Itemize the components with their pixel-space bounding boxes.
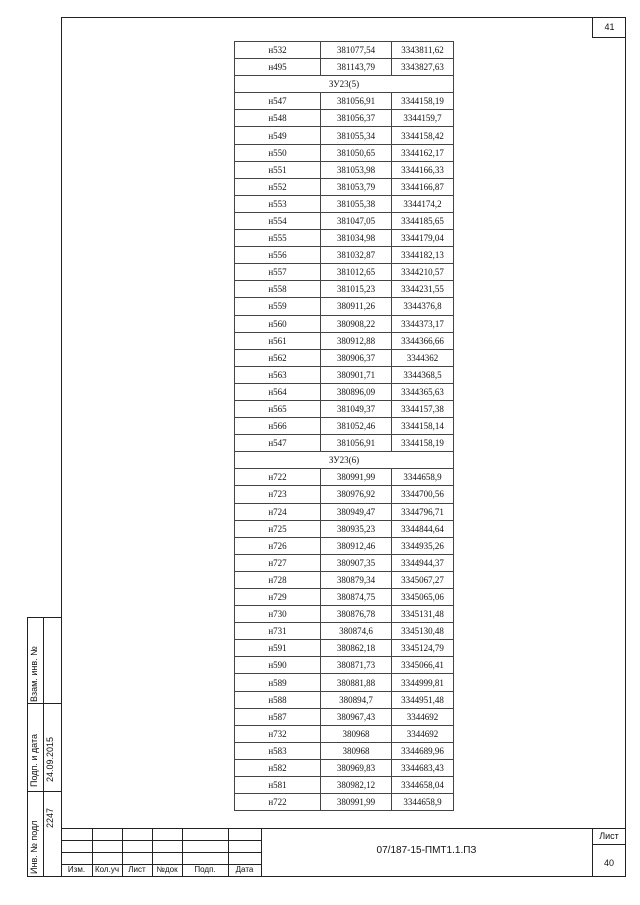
coord-x: 380982,12	[321, 777, 392, 794]
table-row	[235, 144, 454, 161]
side-strip	[27, 617, 61, 877]
coord-x: 381052,46	[321, 418, 392, 435]
coord-x: 380969,83	[321, 759, 392, 776]
coord-y: 3344935,26	[392, 537, 454, 554]
coord-y: 3344368,5	[392, 366, 454, 383]
point-id: н730	[235, 606, 321, 623]
coord-y: 3344683,43	[392, 759, 454, 776]
coord-x: 380874,6	[321, 623, 392, 640]
hdr-data: Дата	[235, 865, 254, 874]
coord-x: 380876,78	[321, 606, 392, 623]
coord-x: 380874,75	[321, 589, 392, 606]
point-id: н552	[235, 178, 321, 195]
coord-y: 3344166,33	[392, 161, 454, 178]
coord-y: 3345131,48	[392, 606, 454, 623]
coord-y: 3344210,57	[392, 264, 454, 281]
table-row	[235, 520, 454, 537]
table-row	[235, 435, 454, 452]
coord-y: 3344365,63	[392, 383, 454, 400]
table-section-header	[235, 76, 454, 93]
table-row	[235, 93, 454, 110]
table-row	[235, 383, 454, 400]
coord-x: 381077,54	[321, 42, 392, 59]
table-row	[235, 537, 454, 554]
table-row	[235, 571, 454, 588]
coord-x: 381050,65	[321, 144, 392, 161]
coord-y: 3344157,38	[392, 400, 454, 417]
coord-x: 381056,91	[321, 93, 392, 110]
point-id: н722	[235, 794, 321, 811]
sheet-number: 40	[603, 858, 614, 868]
coord-y: 3344951,48	[392, 691, 454, 708]
point-id: н555	[235, 230, 321, 247]
coord-y: 3344692	[392, 708, 454, 725]
coord-x: 380976,92	[321, 486, 392, 503]
coord-y: 3345067,27	[392, 571, 454, 588]
table-row	[235, 657, 454, 674]
coord-x: 381056,91	[321, 435, 392, 452]
inv-label: Инв. № подл	[29, 820, 39, 874]
point-id: н583	[235, 742, 321, 759]
coord-x: 380908,22	[321, 315, 392, 332]
vzam-label: Взам. инв. №	[29, 646, 39, 702]
coord-y: 3344376,8	[392, 298, 454, 315]
coord-y: 3344158,19	[392, 435, 454, 452]
point-id: н723	[235, 486, 321, 503]
point-id: н722	[235, 469, 321, 486]
point-id: н554	[235, 212, 321, 229]
coord-y: 3345130,48	[392, 623, 454, 640]
table-row	[235, 178, 454, 195]
coord-y: 3344179,04	[392, 230, 454, 247]
hdr-ndok: №док	[156, 865, 178, 874]
point-id: н549	[235, 127, 321, 144]
point-id: н556	[235, 247, 321, 264]
point-id: н732	[235, 725, 321, 742]
coord-x: 380881,88	[321, 674, 392, 691]
point-id: н551	[235, 161, 321, 178]
table-row	[235, 469, 454, 486]
point-id: н550	[235, 144, 321, 161]
side-vzam-cell	[28, 618, 61, 704]
podp-label: Подп. и дата	[29, 733, 39, 787]
coord-y: 3344658,9	[392, 794, 454, 811]
document-code: 07/187-15-ПМТ1.1.ПЗ	[376, 845, 477, 856]
table-row	[235, 298, 454, 315]
table-row	[235, 110, 454, 127]
table-row	[235, 212, 454, 229]
coord-x: 380896,09	[321, 383, 392, 400]
coord-y: 3344944,37	[392, 554, 454, 571]
coord-x: 381034,98	[321, 230, 392, 247]
table-row	[235, 400, 454, 417]
coord-y: 3344796,71	[392, 503, 454, 520]
coord-y: 3345065,06	[392, 589, 454, 606]
point-id: н547	[235, 435, 321, 452]
table-row	[235, 503, 454, 520]
table-row	[235, 366, 454, 383]
coord-x: 381053,79	[321, 178, 392, 195]
point-id: н558	[235, 281, 321, 298]
point-id: н731	[235, 623, 321, 640]
point-id: н728	[235, 571, 321, 588]
table-row	[235, 742, 454, 759]
coord-x: 380968	[321, 725, 392, 742]
title-block	[61, 828, 626, 877]
point-id: н726	[235, 537, 321, 554]
coord-y: 3344658,9	[392, 469, 454, 486]
table-row	[235, 161, 454, 178]
coord-y: 3344689,96	[392, 742, 454, 759]
point-id: н548	[235, 110, 321, 127]
table-row	[235, 332, 454, 349]
coord-x: 380912,46	[321, 537, 392, 554]
table-row	[235, 264, 454, 281]
table-row	[235, 195, 454, 212]
table-row	[235, 777, 454, 794]
coord-y: 3344373,17	[392, 315, 454, 332]
point-id: н582	[235, 759, 321, 776]
point-id: н565	[235, 400, 321, 417]
coord-x: 381047,05	[321, 212, 392, 229]
coord-x: 381056,37	[321, 110, 392, 127]
hdr-podp: Подп.	[194, 865, 216, 874]
inv-number: 2247	[45, 807, 55, 828]
table-row	[235, 708, 454, 725]
table-row	[235, 794, 454, 811]
coord-x: 380906,37	[321, 349, 392, 366]
point-id: н561	[235, 332, 321, 349]
coord-x: 380879,34	[321, 571, 392, 588]
coord-x: 380935,23	[321, 520, 392, 537]
table-row	[235, 759, 454, 776]
table-row	[235, 42, 454, 59]
coord-y: 3344159,7	[392, 110, 454, 127]
coord-y: 3344158,42	[392, 127, 454, 144]
coord-y: 3345124,79	[392, 640, 454, 657]
table-row	[235, 486, 454, 503]
coord-x: 380991,99	[321, 794, 392, 811]
point-id: н587	[235, 708, 321, 725]
point-id: н563	[235, 366, 321, 383]
point-id: н495	[235, 59, 321, 76]
podp-date: 24.09.2015	[45, 736, 55, 782]
point-id: н724	[235, 503, 321, 520]
sheet-label: Лист	[599, 831, 619, 841]
coord-y: 3344362	[392, 349, 454, 366]
coord-y: 3344166,87	[392, 178, 454, 195]
table-row	[235, 691, 454, 708]
table-row	[235, 349, 454, 366]
coord-x: 380871,73	[321, 657, 392, 674]
section-label: ЗУ23(6)	[235, 452, 454, 469]
point-id: н727	[235, 554, 321, 571]
coord-x: 380907,35	[321, 554, 392, 571]
side-podp-cell	[28, 704, 61, 792]
coord-x: 381015,23	[321, 281, 392, 298]
coord-x: 380949,47	[321, 503, 392, 520]
coord-y: 3344700,56	[392, 486, 454, 503]
point-id: н729	[235, 589, 321, 606]
hdr-koluch: Кол.уч	[95, 865, 119, 874]
point-id: н564	[235, 383, 321, 400]
table-row	[235, 230, 454, 247]
point-id: н547	[235, 93, 321, 110]
coord-y: 3344366,66	[392, 332, 454, 349]
point-id: н553	[235, 195, 321, 212]
point-id: н590	[235, 657, 321, 674]
coord-y: 3344844,64	[392, 520, 454, 537]
coord-y: 3344182,13	[392, 247, 454, 264]
coord-y: 3344185,65	[392, 212, 454, 229]
point-id: н559	[235, 298, 321, 315]
coord-x: 381049,37	[321, 400, 392, 417]
table-row	[235, 589, 454, 606]
coord-y: 3344999,81	[392, 674, 454, 691]
hdr-list: Лист	[128, 865, 146, 874]
point-id: н562	[235, 349, 321, 366]
table-row	[235, 640, 454, 657]
table-row	[235, 554, 454, 571]
point-id: н591	[235, 640, 321, 657]
table-row	[235, 623, 454, 640]
coord-x: 381055,38	[321, 195, 392, 212]
coord-x: 381032,87	[321, 247, 392, 264]
coord-y: 3344158,19	[392, 93, 454, 110]
coord-x: 380894,7	[321, 691, 392, 708]
point-id: н560	[235, 315, 321, 332]
table-row	[235, 725, 454, 742]
table-row	[235, 127, 454, 144]
point-id: н588	[235, 691, 321, 708]
coord-x: 380901,71	[321, 366, 392, 383]
coordinates-table	[234, 41, 454, 811]
coord-x: 380967,43	[321, 708, 392, 725]
coord-y: 3344692	[392, 725, 454, 742]
table-row	[235, 247, 454, 264]
hdr-izm: Изм.	[67, 865, 86, 874]
page-number-top: 41	[592, 17, 626, 38]
coord-x: 381012,65	[321, 264, 392, 281]
table-row	[235, 418, 454, 435]
coord-x: 381055,34	[321, 127, 392, 144]
point-id: н557	[235, 264, 321, 281]
point-id: н566	[235, 418, 321, 435]
section-label: ЗУ23(5)	[235, 76, 454, 93]
table-row	[235, 281, 454, 298]
point-id: н532	[235, 42, 321, 59]
coord-x: 380912,88	[321, 332, 392, 349]
coord-x: 380968	[321, 742, 392, 759]
coord-y: 3343811,62	[392, 42, 454, 59]
coord-y: 3344231,55	[392, 281, 454, 298]
table-row	[235, 315, 454, 332]
coord-y: 3344162,17	[392, 144, 454, 161]
table-row	[235, 674, 454, 691]
point-id: н581	[235, 777, 321, 794]
coord-y: 3344658,04	[392, 777, 454, 794]
coord-x: 380911,26	[321, 298, 392, 315]
table-section-header	[235, 452, 454, 469]
point-id: н589	[235, 674, 321, 691]
coord-y: 3344174,2	[392, 195, 454, 212]
coord-y: 3345066,41	[392, 657, 454, 674]
coord-x: 380991,99	[321, 469, 392, 486]
coord-y: 3344158,14	[392, 418, 454, 435]
coord-y: 3343827,63	[392, 59, 454, 76]
coord-x: 380862,18	[321, 640, 392, 657]
coord-x: 381143,79	[321, 59, 392, 76]
table-row	[235, 59, 454, 76]
table-row	[235, 606, 454, 623]
coord-x: 381053,98	[321, 161, 392, 178]
point-id: н725	[235, 520, 321, 537]
side-inv-cell	[28, 792, 61, 878]
